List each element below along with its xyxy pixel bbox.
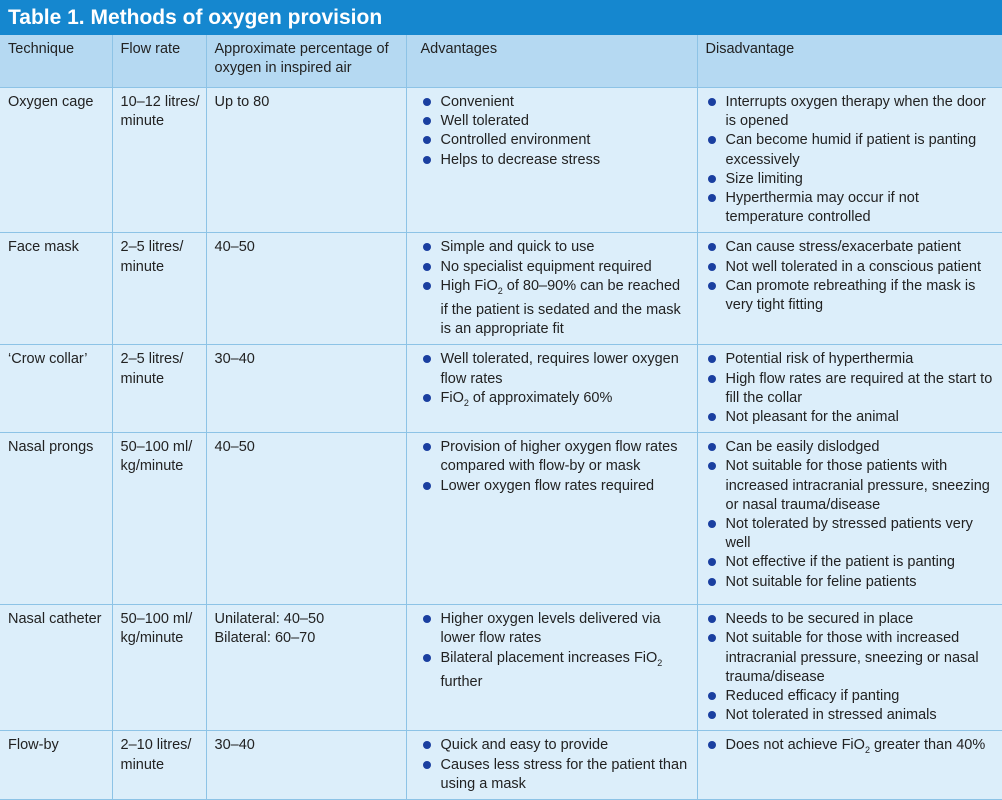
bullet-icon	[708, 355, 716, 363]
list-item: Quick and easy to provide	[421, 736, 691, 755]
cell-flow-rate: 10–12 litres/ minute	[112, 88, 206, 233]
list-item: Needs to be secured in place	[706, 610, 997, 629]
header-row	[0, 35, 1002, 88]
list-item: Bilateral placement increases FiO$_2$ further	[421, 649, 691, 692]
bullet-icon	[708, 194, 716, 202]
list-item: Lower oxygen flow rates required	[421, 477, 691, 496]
bullet-icon	[423, 156, 431, 164]
cell-advantages	[406, 345, 697, 433]
cell-advantages-list	[421, 93, 691, 170]
list-item: Not pleasant for the animal	[706, 408, 997, 427]
table-row	[0, 233, 1002, 345]
bullet-icon	[423, 243, 431, 251]
list-item: Can be easily dislodged	[706, 438, 997, 457]
cell-disadvantages-list	[706, 736, 997, 760]
cell-disadvantages	[697, 233, 1002, 345]
bullet-icon	[708, 615, 716, 623]
list-item: Can cause stress/exacerbate patient	[706, 238, 997, 257]
table-row	[0, 88, 1002, 233]
cell-technique: Nasal catheter	[0, 605, 112, 731]
bullet-icon	[423, 394, 431, 402]
bullet-icon	[708, 263, 716, 271]
list-item: No specialist equipment required	[421, 258, 691, 277]
list-item: Provision of higher oxygen flow rates compared with flow-by or mask	[421, 438, 691, 476]
bullet-icon	[708, 711, 716, 719]
list-item: Well tolerated	[421, 112, 691, 131]
cell-percentage: Up to 80	[206, 88, 406, 233]
list-item: Interrupts oxygen therapy when the door is opened	[706, 93, 997, 131]
cell-disadvantages-list	[706, 350, 997, 427]
table-title: Table 1. Methods of oxygen provision	[0, 0, 1002, 35]
cell-advantages	[406, 433, 697, 605]
bullet-icon	[423, 282, 431, 290]
list-item: Potential risk of hyperthermia	[706, 350, 997, 369]
cell-technique: ‘Crow collar’	[0, 345, 112, 433]
bullet-icon	[708, 741, 716, 749]
header-percentage: Approximate percentage of oxygen in inspired air	[206, 35, 406, 88]
cell-technique: Nasal prongs	[0, 433, 112, 605]
list-item: Causes less stress for the patient than using a mask	[421, 756, 691, 794]
cell-disadvantages-list	[706, 238, 997, 315]
bullet-icon	[708, 578, 716, 586]
cell-advantages	[406, 88, 697, 233]
cell-advantages-list	[421, 350, 691, 413]
bullet-icon	[708, 282, 716, 290]
cell-technique: Oxygen cage	[0, 88, 112, 233]
header-advantages: Advantages	[406, 35, 697, 88]
cell-disadvantages	[697, 88, 1002, 233]
list-item: Not effective if the patient is panting	[706, 553, 997, 572]
cell-flow-rate: 2–5 litres/ minute	[112, 345, 206, 433]
cell-advantages-list	[421, 238, 691, 339]
list-item: Does not achieve FiO$_2$ greater than 40%	[706, 736, 997, 760]
list-item: Hyperthermia may occur if not temperature controlled	[706, 189, 997, 227]
bullet-icon	[708, 634, 716, 642]
cell-disadvantages	[697, 731, 1002, 800]
cell-flow-rate: 2–10 litres/ minute	[112, 731, 206, 800]
cell-disadvantages-list	[706, 610, 997, 725]
list-item: Convenient	[421, 93, 691, 112]
list-item: Not tolerated in stressed animals	[706, 706, 997, 725]
list-item: Higher oxygen levels delivered via lower flow rates	[421, 610, 691, 648]
list-item: FiO$_2$ of approximately 60%	[421, 389, 691, 413]
list-item: High flow rates are required at the start to fill the collar	[706, 370, 997, 408]
bullet-icon	[708, 462, 716, 470]
cell-advantages	[406, 731, 697, 800]
bullet-icon	[708, 443, 716, 451]
cell-technique: Face mask	[0, 233, 112, 345]
bullet-icon	[708, 413, 716, 421]
table-row	[0, 731, 1002, 800]
cell-percentage: 40–50	[206, 433, 406, 605]
bullet-icon	[708, 175, 716, 183]
bullet-icon	[708, 243, 716, 251]
bullet-icon	[708, 136, 716, 144]
cell-advantages	[406, 605, 697, 731]
cell-disadvantages-list	[706, 438, 997, 592]
cell-percentage: 40–50	[206, 233, 406, 345]
bullet-icon	[423, 482, 431, 490]
cell-advantages-list	[421, 438, 691, 496]
list-item: Can become humid if patient is panting excessively	[706, 131, 997, 169]
cell-percentage: 30–40	[206, 345, 406, 433]
table-row	[0, 345, 1002, 433]
list-item: High FiO$_2$ of 80–90% can be reached if the patient is sedated and the mask is an appropriate fit	[421, 277, 691, 340]
bullet-icon	[423, 615, 431, 623]
cell-flow-rate: 2–5 litres/ minute	[112, 233, 206, 345]
list-item: Not tolerated by stressed patients very well	[706, 515, 997, 553]
list-item: Helps to decrease stress	[421, 151, 691, 170]
bullet-icon	[708, 520, 716, 528]
bullet-icon	[423, 117, 431, 125]
bullet-icon	[423, 443, 431, 451]
bullet-icon	[708, 98, 716, 106]
bullet-icon	[708, 558, 716, 566]
list-item: Simple and quick to use	[421, 238, 691, 257]
bullet-icon	[708, 692, 716, 700]
list-item: Not suitable for those patients with increased intracranial pressure, sneezing or nasal trauma/disease	[706, 457, 997, 515]
header-technique: Technique	[0, 35, 112, 88]
bullet-icon	[423, 263, 431, 271]
bullet-icon	[423, 98, 431, 106]
cell-technique: Flow-by	[0, 731, 112, 800]
list-item: Controlled environment	[421, 131, 691, 150]
list-item: Reduced efficacy if panting	[706, 687, 997, 706]
list-item: Not suitable for those with increased intracranial pressure, sneezing or nasal trauma/disease	[706, 629, 997, 687]
bullet-icon	[423, 741, 431, 749]
oxygen-methods-table	[0, 35, 1002, 800]
bullet-icon	[423, 355, 431, 363]
bullet-icon	[708, 375, 716, 383]
cell-disadvantages-list	[706, 93, 997, 227]
bullet-icon	[423, 136, 431, 144]
cell-percentage: 30–40	[206, 731, 406, 800]
cell-percentage: Unilateral: 40–50 Bilateral: 60–70	[206, 605, 406, 731]
cell-advantages	[406, 233, 697, 345]
list-item: Can promote rebreathing if the mask is very tight fitting	[706, 277, 997, 315]
header-disadvantage: Disadvantage	[697, 35, 1002, 88]
cell-flow-rate: 50–100 ml/ kg/minute	[112, 433, 206, 605]
list-item: Size limiting	[706, 170, 997, 189]
table-row	[0, 605, 1002, 731]
bullet-icon	[423, 761, 431, 769]
cell-advantages-list	[421, 610, 691, 692]
list-item: Not well tolerated in a conscious patient	[706, 258, 997, 277]
table-row	[0, 433, 1002, 605]
cell-disadvantages	[697, 345, 1002, 433]
bullet-icon	[423, 654, 431, 662]
cell-advantages-list	[421, 736, 691, 794]
cell-disadvantages	[697, 433, 1002, 605]
cell-disadvantages	[697, 605, 1002, 731]
header-flow-rate: Flow rate	[112, 35, 206, 88]
list-item: Well tolerated, requires lower oxygen flow rates	[421, 350, 691, 388]
cell-flow-rate: 50–100 ml/ kg/minute	[112, 605, 206, 731]
list-item: Not suitable for feline patients	[706, 573, 997, 592]
